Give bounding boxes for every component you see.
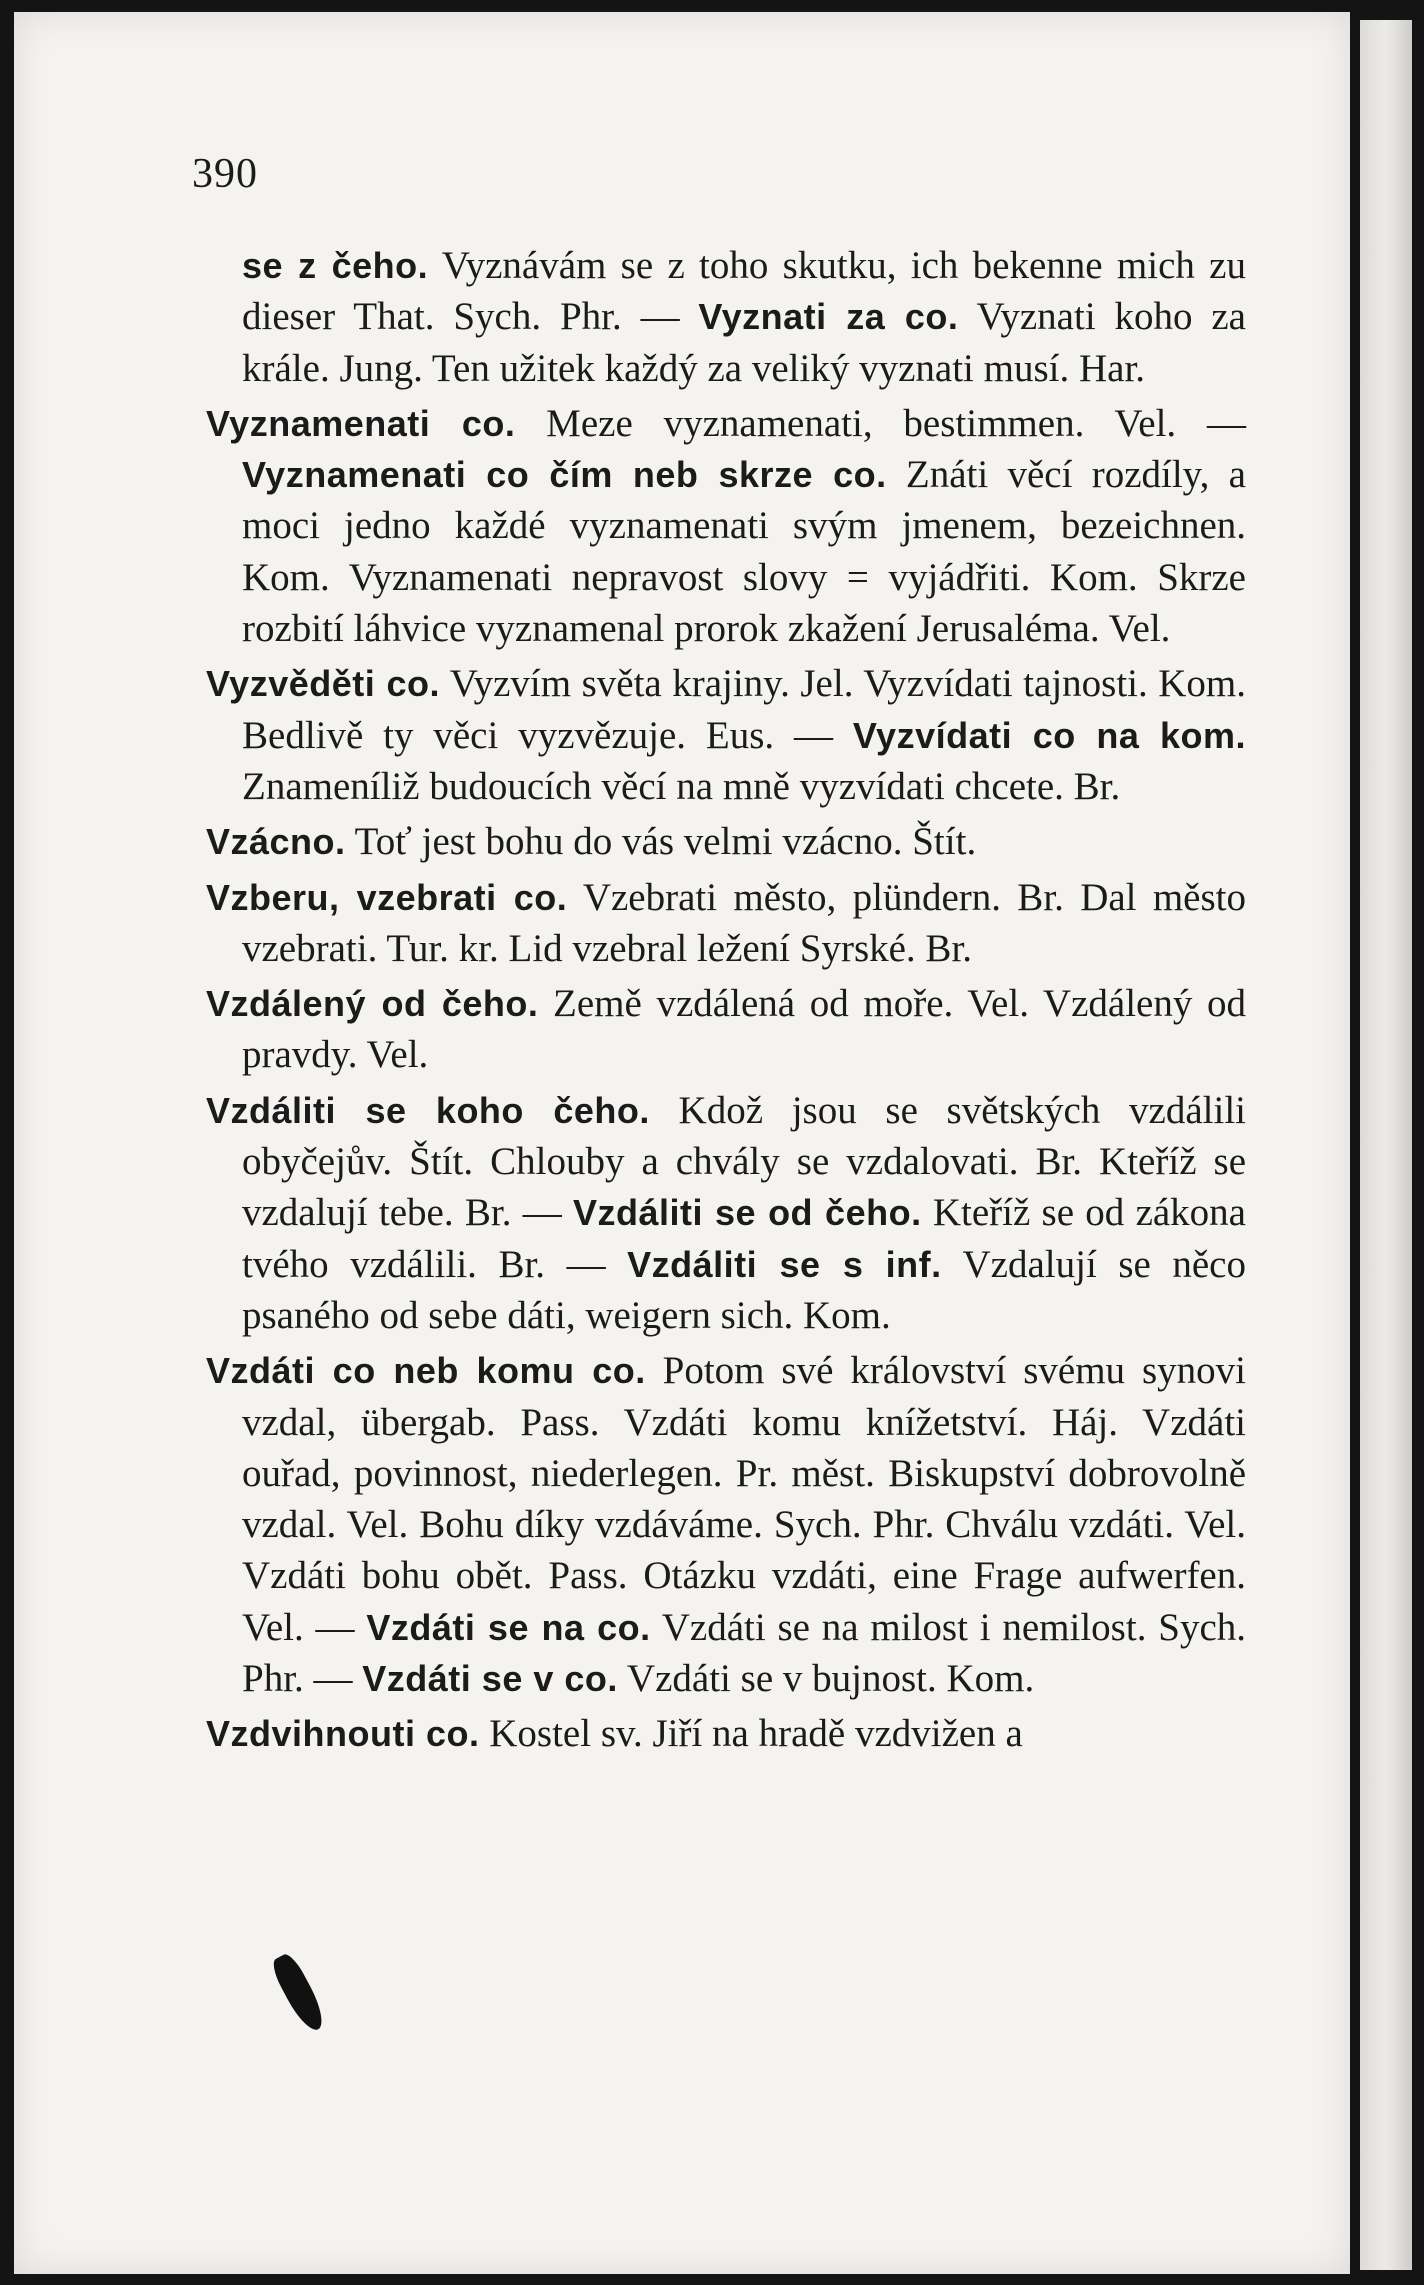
entry-text: Vyznati koho za krále. Jung. Ten užitek každý za veliký vyznati musí. Har. bbox=[242, 295, 1246, 390]
headword: Vzdáti se v co. bbox=[362, 1658, 618, 1700]
headword: Vzdáliti se s inf. bbox=[627, 1243, 942, 1285]
entry-text: Toť jest bohu do vás velmi vzácno. Štít. bbox=[345, 820, 977, 864]
dictionary-entry bbox=[206, 978, 1246, 1081]
headword: Vzdáliti se od čeho. bbox=[572, 1192, 922, 1234]
headword: Vzdvihnouti co. bbox=[206, 1713, 480, 1755]
headword: Vzdáti se na co. bbox=[366, 1606, 651, 1648]
entry-text: Vzdáti se na milost i nemilost. Sych. Phr. — bbox=[242, 1605, 1246, 1701]
dictionary-entry bbox=[206, 872, 1246, 975]
entry-text: Meze vyznamenati, bestimmen. Vel. — bbox=[515, 401, 1246, 445]
entry-text: Znáti věcí rozdíly, a moci jedno každé vyznamenati svým jmenem, bezeichnen. Kom. Vyznamenati nepravost slovy = vyjádřiti. Kom. Skrze rozbití láhvice vyznamenal prorok zkažení Jerusaléma. Vel. bbox=[242, 453, 1246, 651]
page-number: 390 bbox=[192, 151, 258, 197]
entry-text: Znameníliž budoucích věcí na mně vyzvídati chcete. Br. bbox=[242, 764, 1121, 808]
headword: Vzdálený od čeho. bbox=[206, 983, 539, 1025]
headword: Vyzvěděti co. bbox=[206, 663, 440, 705]
entry-text: Kteříž se od zákona tvého vzdálili. Br. — bbox=[242, 1191, 1246, 1286]
headword: Vyznamenati co čím neb skrze co. bbox=[242, 454, 887, 496]
entry-text: Vyznávám se z toho skutku, ich bekenne mich zu dieser That. Sych. Phr. — bbox=[242, 244, 1246, 339]
entry-text: Vyzvím světa krajiny. Jel. Vyzvídati tajnosti. Kom. Bedlivě ty věci vyzvězuje. Eus. — bbox=[242, 662, 1246, 757]
dictionary-entry bbox=[206, 1708, 1246, 1759]
next-page-edge bbox=[1360, 20, 1412, 2270]
dictionary-text bbox=[206, 240, 1246, 1764]
entry-text: Vzebrati město, plündern. Br. Dal město vzebrati. Tur. kr. Lid vzebral ležení Syrské. Br. bbox=[242, 875, 1246, 970]
entry-text: Vzdáti se v bujnost. Kom. bbox=[617, 1657, 1035, 1701]
entry-text: Kdož jsou se světských vzdálili obyčejův. Štít. Chlouby a chvály se vzdalovati. Br. Kteříž se vzdalují tebe. Br. — bbox=[242, 1088, 1247, 1235]
entry-text: Potom své království svému synovi vzdal, übergab. Pass. Vzdáti komu knížetství. Háj. Vzdáti ouřad, povinnost, niederlegen. Pr. měst. Biskupství dobrovolně vzdal. Vel. Bohu díky vzdáváme. Sych. Phr. Chválu vzdáti. Vel. Vzdáti bohu obět. Pass. Otázku vzdáti, eine Frage aufwerfen. Vel. — bbox=[242, 1349, 1246, 1649]
headword: Vyzvídati co na kom. bbox=[852, 714, 1246, 756]
entry-text: Vzdalují se něco psaného od sebe dáti, weigern sich. Kom. bbox=[242, 1242, 1246, 1337]
headword: Vzácno. bbox=[206, 821, 346, 863]
headword: Vzdáliti se koho čeho. bbox=[206, 1089, 650, 1131]
dictionary-entry bbox=[206, 658, 1246, 812]
headword: Vyznamenati co. bbox=[206, 402, 516, 444]
headword: Vzberu, vzebrati co. bbox=[206, 876, 568, 918]
dictionary-entry bbox=[206, 1345, 1246, 1704]
headword: Vzdáti co neb komu co. bbox=[206, 1350, 646, 1392]
entry-text: Země vzdálená od moře. Vel. Vzdálený od pravdy. Vel. bbox=[242, 982, 1246, 1077]
headword: Vyznati za co. bbox=[698, 296, 959, 338]
headword: se z čeho. bbox=[242, 245, 429, 286]
dictionary-entry bbox=[206, 1085, 1246, 1341]
entry-continuation bbox=[206, 240, 1246, 394]
dictionary-entry bbox=[206, 816, 1246, 867]
entry-text: Kostel sv. Jiří na hradě vzdvižen a bbox=[479, 1712, 1023, 1756]
dictionary-entry bbox=[206, 398, 1246, 654]
